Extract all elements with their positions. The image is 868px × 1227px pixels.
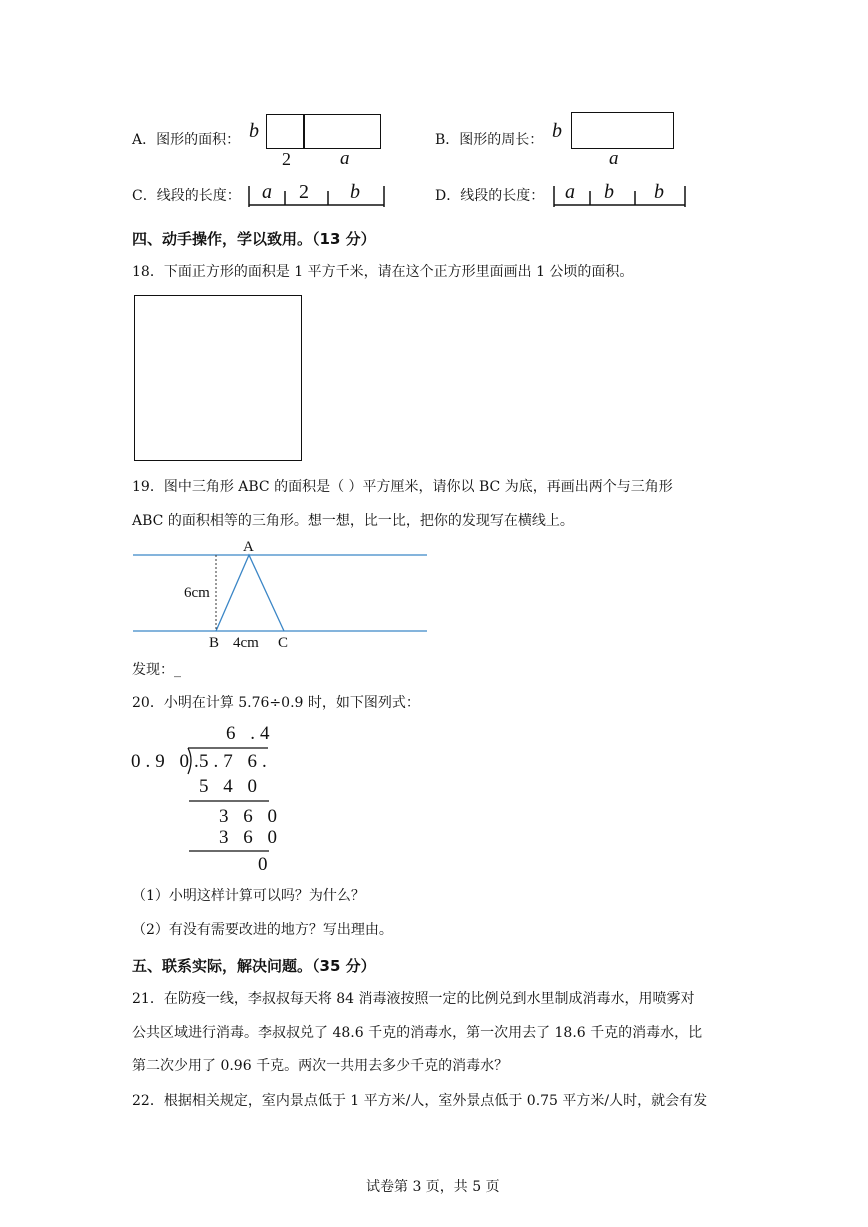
option-d-seg3: b <box>654 181 664 203</box>
q20-sub2: （2）有没有需要改进的地方？写出理由。 <box>132 922 393 938</box>
section-4-title: 四、动手操作，学以致用。（13 分） <box>132 230 376 248</box>
option-a-label: A．图形的面积： <box>132 132 241 148</box>
q18-text: 18．下面正方形的面积是 1 平方千米，请在这个正方形里面画出 1 公顷的面积。 <box>132 264 634 280</box>
q21-line1: 21．在防疫一线，李叔叔每天将 84 消毒液按照一定的比例兑到水里制成消毒水，用喷雾对 <box>132 991 695 1007</box>
option-a-rectangle <box>266 114 381 149</box>
subtraction-line-1 <box>189 800 271 804</box>
dividend: 5.7 6. <box>199 751 272 772</box>
option-a-divider <box>303 114 305 149</box>
q20-sub1: （1）小明这样计算可以吗？为什么？ <box>132 888 365 904</box>
page-footer: 试卷第 3 页，共 5 页 <box>366 1179 500 1195</box>
q22-line1: 22．根据相关规定，室内景点低于 1 平方米/人，室外景点低于 0.75 平方米/人时，就会有发 <box>132 1093 708 1109</box>
option-a-seg1: 2 <box>282 149 291 169</box>
section-5-title: 五、联系实际，解决问题。（35 分） <box>132 957 376 975</box>
vertex-c-label: C <box>278 635 289 651</box>
option-a-seg2: a <box>340 148 350 169</box>
discovery-line[interactable]: 发现：_ <box>132 662 181 678</box>
product-row-1: 5 4 0 <box>199 776 262 797</box>
quotient: 6 .4 <box>226 723 275 744</box>
option-b-side-label: b <box>552 120 562 142</box>
height-label: 6cm <box>184 585 210 601</box>
q19-line1: 19．图中三角形 ABC 的面积是（ ）平方厘米，请你以 BC 为底，再画出两个与三角形 <box>132 479 673 495</box>
option-c-seg1: a <box>262 181 272 203</box>
option-c-seg3: b <box>350 181 360 203</box>
option-b-rectangle <box>571 112 674 149</box>
final-remainder: 0 <box>258 854 273 875</box>
q21-line3: 第二次少用了 0.96 千克。两次一共用去多少千克的消毒水？ <box>132 1058 509 1074</box>
option-b-bottom-label: a <box>609 148 619 169</box>
division-bracket <box>186 746 276 776</box>
divisor: 0.9 0. <box>131 751 204 772</box>
base-label: 4cm <box>233 635 259 651</box>
option-d-seg2: b <box>604 181 614 203</box>
option-a-side-label: b <box>249 120 259 142</box>
option-d-label: D．线段的长度： <box>435 188 545 204</box>
square-drawing-area[interactable] <box>134 295 302 461</box>
q20-text: 20．小明在计算 5.76÷0.9 时，如下图列式： <box>132 695 420 711</box>
q21-line2: 公共区域进行消毒。李叔叔兑了 48.6 千克的消毒水，第一次用去了 18.6 千克的消毒水，比 <box>132 1025 703 1041</box>
vertex-b-label: B <box>209 635 220 651</box>
q19-line2: ABC 的面积相等的三角形。想一想，比一比，把你的发现写在横线上。 <box>132 513 574 529</box>
option-c-label: C．线段的长度： <box>132 188 241 204</box>
option-d-seg1: a <box>565 181 575 203</box>
option-b-label: B．图形的周长： <box>435 132 544 148</box>
product-row-2: 3 6 0 <box>219 827 282 848</box>
option-c-seg2: 2 <box>299 181 309 203</box>
vertex-a-label: A <box>243 539 254 555</box>
remainder-row: 3 6 0 <box>219 806 282 827</box>
